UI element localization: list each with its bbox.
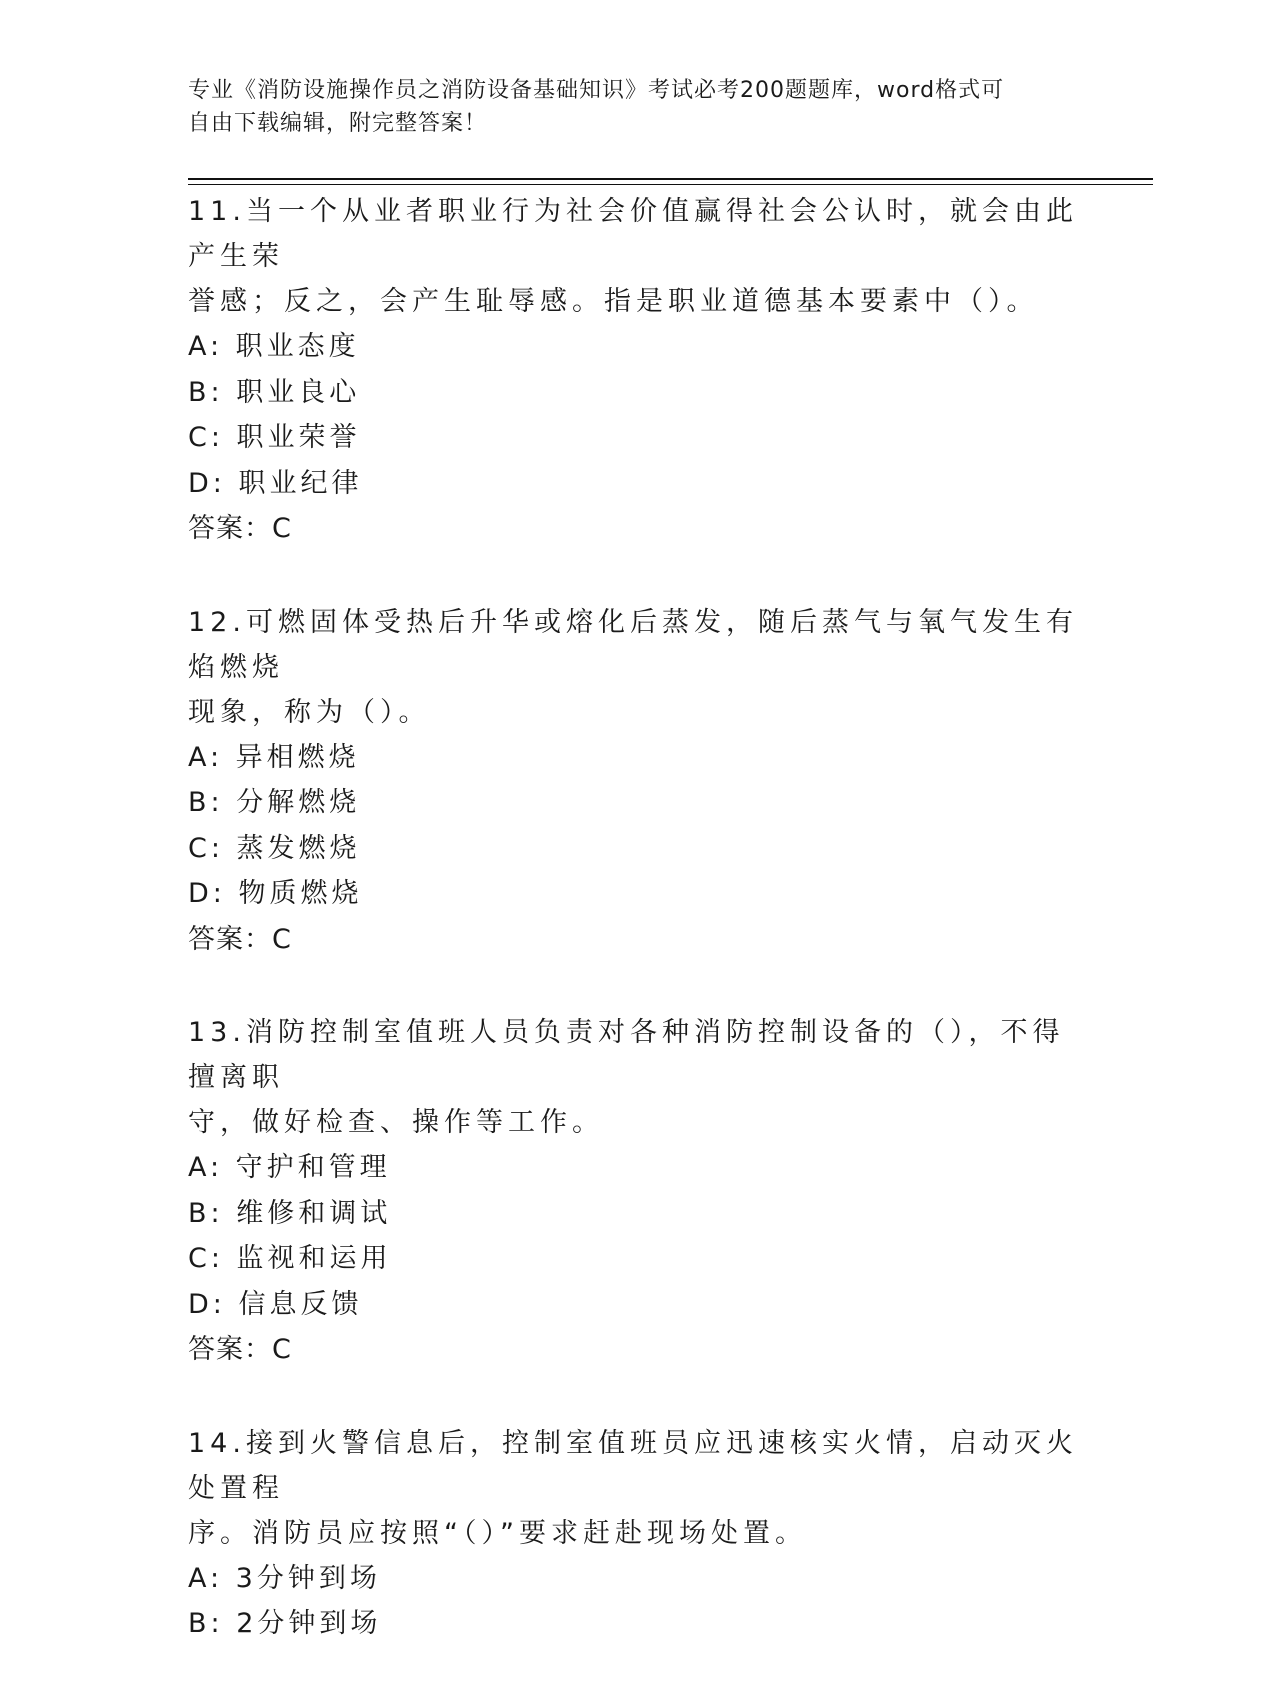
option-b: B: 2分钟到场 <box>188 1608 382 1639</box>
question-stem-line: 14.接到火警信息后，控制室值班员应迅速核实火情，启动灭火处置程 <box>188 1427 1078 1504</box>
question-14 <box>188 1421 1088 1647</box>
question-stem <box>188 1010 1088 1145</box>
question-stem-line: 12.可燃固体受热后升华或熔化后蒸发，随后蒸气与氧气发生有焰燃烧 <box>188 606 1078 683</box>
document-header <box>188 74 1088 140</box>
option-d: D: 信息反馈 <box>188 1288 363 1320</box>
option-a: A: 异相燃烧 <box>188 741 360 773</box>
option-b: B: 维修和调试 <box>188 1197 392 1229</box>
question-stem <box>188 189 1088 324</box>
question-13 <box>188 1010 1088 1373</box>
question-12 <box>188 600 1088 963</box>
option-a: A: 3分钟到场 <box>188 1562 381 1594</box>
option-b: B: 职业良心 <box>188 376 361 408</box>
header-line-1: 专业《消防设施操作员之消防设备基础知识》考试必考200题题库，word格式可 <box>188 78 1005 103</box>
question-stem-line: 13.消防控制室值班人员负责对各种消防控制设备的（），不得擅离职 <box>188 1017 1065 1093</box>
option-a: A: 职业态度 <box>188 331 360 362</box>
question-stem <box>188 1421 1088 1556</box>
question-stem <box>188 600 1088 735</box>
question-stem-line: 11.当一个从业者职业行为社会价值赢得社会公认时，就会由此产生荣 <box>188 196 1078 272</box>
option-c: C: 监视和运用 <box>188 1243 392 1274</box>
question-11 <box>188 189 1088 552</box>
answer: 答案：C <box>188 1334 292 1365</box>
question-stem-line: 现象，称为（）。 <box>188 696 431 728</box>
header-divider-thin <box>188 184 1153 185</box>
option-d: D: 物质燃烧 <box>188 878 363 909</box>
option-c: C: 蒸发燃烧 <box>188 832 361 864</box>
answer: 答案：C <box>188 513 292 544</box>
option-b: B: 分解燃烧 <box>188 787 361 818</box>
question-stem-line: 守，做好检查、操作等工作。 <box>188 1107 604 1138</box>
header-line-2: 自由下载编辑，附完整答案！ <box>188 111 488 136</box>
question-stem-line: 誉感；反之，会产生耻辱感。指是职业道德基本要素中（）。 <box>188 286 1039 317</box>
answer: 答案：C <box>188 923 292 955</box>
option-a: A: 守护和管理 <box>188 1152 391 1183</box>
option-d: D: 职业纪律 <box>188 467 363 499</box>
question-stem-line: 序。消防员应按照“（）”要求赶赴现场处置。 <box>188 1517 807 1549</box>
question-list <box>188 189 1088 1695</box>
header-divider-thick <box>188 178 1153 180</box>
option-c: C: 职业荣誉 <box>188 422 361 453</box>
